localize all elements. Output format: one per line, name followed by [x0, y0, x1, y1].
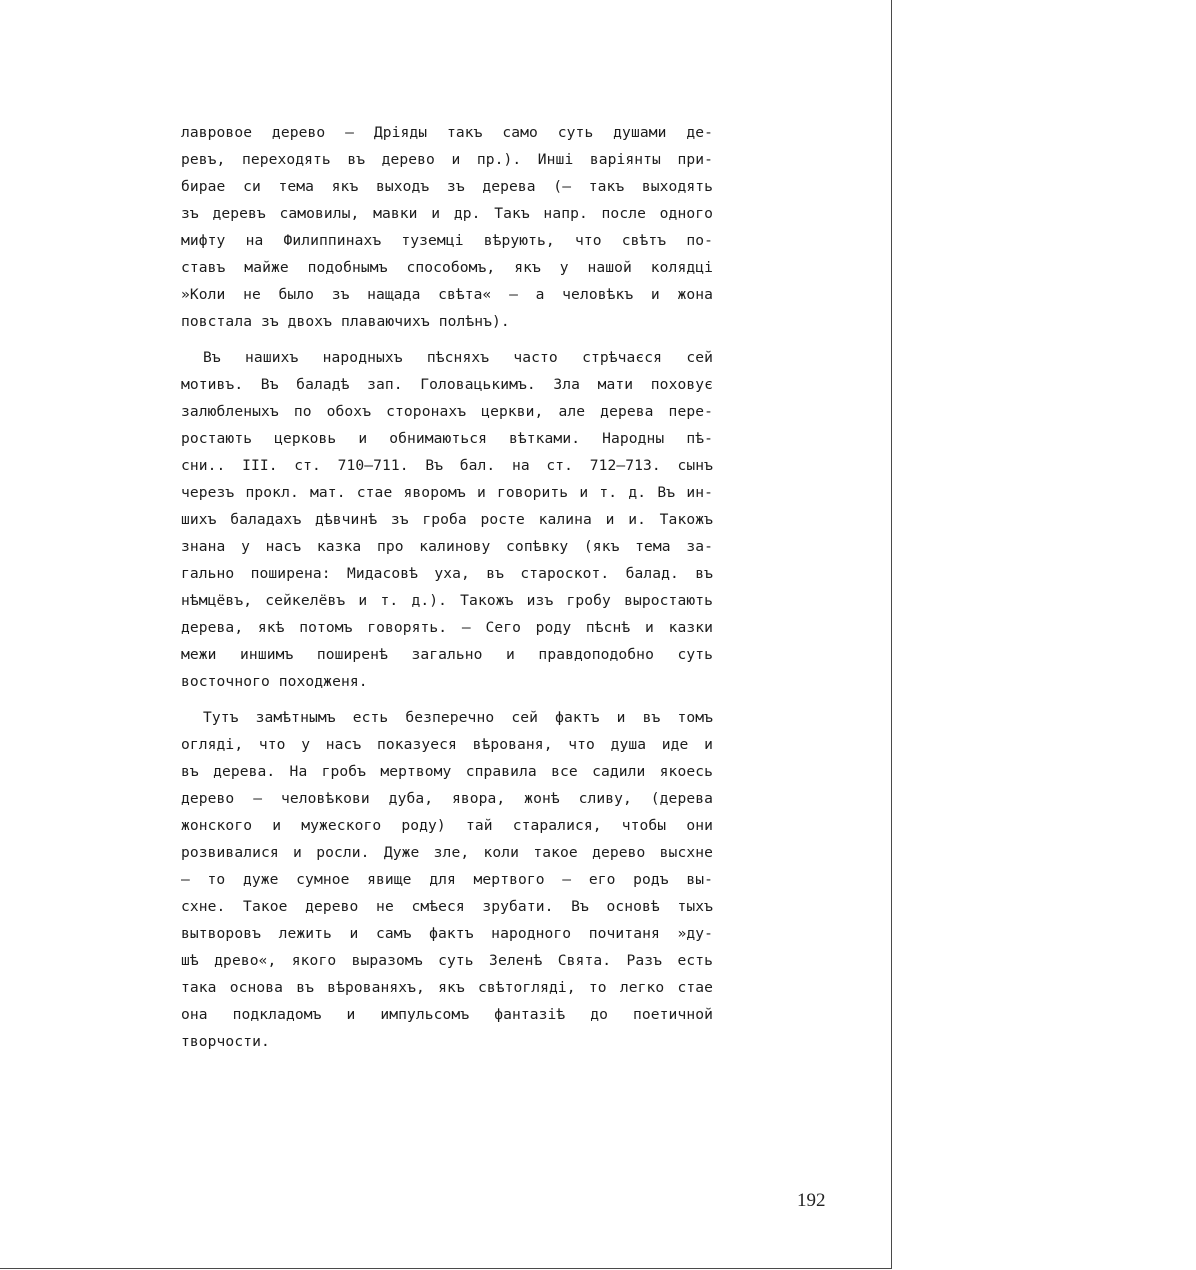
text-line: Въ нашихъ народныхъ пѣсняхъ часто стрѣчаєся сей	[203, 349, 713, 366]
text-line: межи иншимъ поширенѣ загально и правдоподобно суть	[181, 646, 713, 663]
text-line: она подкладомъ и импульсомъ фантазіѣ до поетичной	[181, 1006, 713, 1023]
text-line: восточного походженя.	[181, 673, 368, 690]
text-line: розвивалися и росли. Дуже зле, коли такое дерево высхне	[181, 844, 713, 861]
paragraph-1	[181, 119, 713, 335]
text-line: Тутъ замѣтнымъ есть безперечно сей фактъ и въ томъ	[203, 709, 713, 726]
text-line: огляді, что у насъ показуеся вѣрованя, что душа иде и	[181, 736, 713, 753]
paragraph-2	[181, 344, 713, 695]
text-line: мотивъ. Въ баладѣ зап. Головацькимъ. Зла мати поховує	[181, 376, 713, 393]
paragraph-3	[181, 704, 713, 1055]
body-text	[181, 119, 713, 1064]
text-line: лавровое дерево — Дріяды такъ само суть душами де-	[181, 124, 713, 141]
text-line: въ дерева. На гробъ мертвому справила все садили якоесь	[181, 763, 713, 780]
text-line: вытворовъ лежить и самъ фактъ народного почитаня »ду-	[181, 925, 713, 942]
text-line: »Коли не было зъ нащада свѣта« — а человѣкъ и жона	[181, 286, 713, 303]
text-line: знана у насъ казка про калинову сопѣвку (якъ тема за-	[181, 538, 713, 555]
text-line: ставъ майже подобнымъ способомъ, якъ у нашой колядці	[181, 259, 713, 276]
text-line: зъ деревъ самовилы, мавки и др. Такъ напр. после одного	[181, 205, 713, 222]
text-line: повстала зъ двохъ плаваючихъ полѣнъ).	[181, 313, 510, 330]
text-line: шѣ древо«, якого выразомъ суть Зеленѣ Свята. Разъ есть	[181, 952, 713, 969]
text-line: мифту на Филиппинахъ туземці вѣрують, что свѣтъ по-	[181, 232, 713, 249]
text-line: дерево — человѣкови дуба, явора, жонѣ сливу, (дерева	[181, 790, 713, 807]
page-number: 192	[797, 1190, 826, 1211]
text-line: шихъ баладахъ дѣвчинѣ зъ гроба росте калина и и. Такожъ	[181, 511, 713, 528]
text-line: жонского и мужеского роду) тай старалися, чтобы они	[181, 817, 713, 834]
text-line: залюбленыхъ по обохъ сторонахъ церкви, але дерева пере-	[181, 403, 713, 420]
text-line: бирае си тема якъ выходъ зъ дерева (— такъ выходять	[181, 178, 713, 195]
text-line: сни.. III. ст. 710—711. Въ бал. на ст. 712—713. сынъ	[181, 457, 713, 474]
text-line: черезъ прокл. мат. стае яворомъ и говорить и т. д. Въ ин-	[181, 484, 713, 501]
text-line: — то дуже сумное явище для мертвого — его родъ вы-	[181, 871, 713, 888]
text-line: ревъ, переходять въ дерево и пр.). Инші варіянты при-	[181, 151, 713, 168]
text-line: ростають церковь и обнимаються вѣтками. Народны пѣ-	[181, 430, 713, 447]
text-line: дерева, якѣ потомъ говорять. — Сего роду пѣснѣ и казки	[181, 619, 713, 636]
text-line: нѣмцёвъ, сейкелёвъ и т. д.). Такожъ изъ гробу выростають	[181, 592, 713, 609]
text-line: творчости.	[181, 1033, 270, 1050]
text-line: гально поширена: Мидасовѣ уха, въ староскот. балад. въ	[181, 565, 713, 582]
text-line: схне. Такое дерево не смѣеся зрубати. Въ основѣ тыхъ	[181, 898, 713, 915]
text-line: така основа въ вѣрованяхъ, якъ свѣтогляді, то легко стае	[181, 979, 713, 996]
